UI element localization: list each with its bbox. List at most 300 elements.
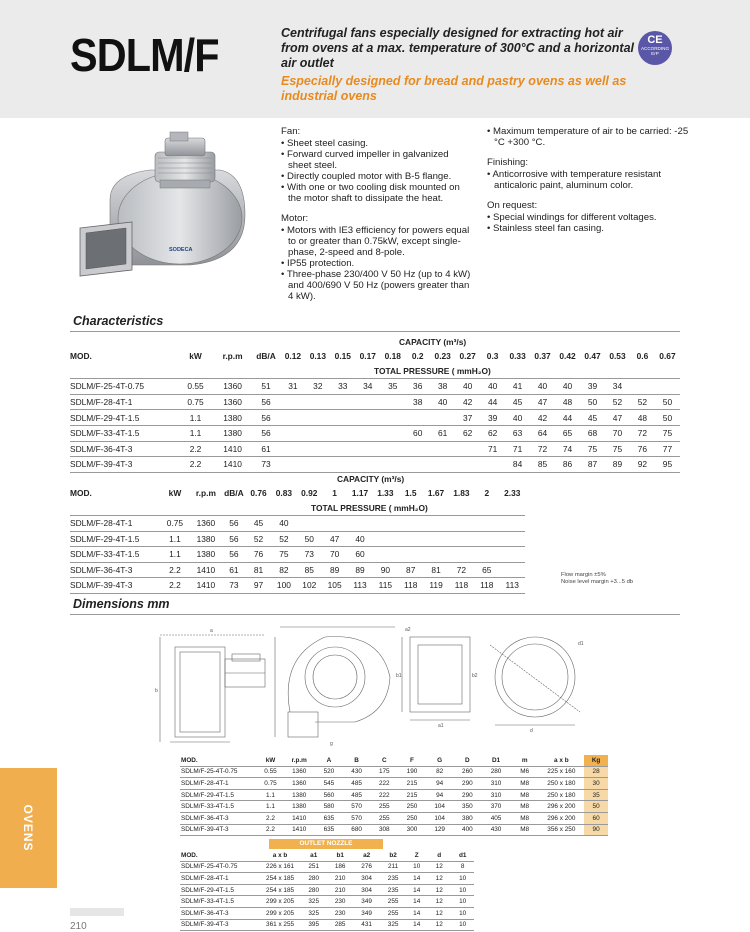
value-cell: 118 bbox=[398, 578, 423, 594]
value-cell bbox=[330, 394, 355, 410]
value-cell: 56 bbox=[252, 394, 281, 410]
value-cell: 1380 bbox=[190, 531, 222, 547]
value-cell: 560 bbox=[315, 789, 343, 801]
value-cell: 73 bbox=[252, 457, 281, 473]
value-cell: 40 bbox=[347, 531, 372, 547]
value-cell: 485 bbox=[343, 789, 371, 801]
value-cell: 70 bbox=[605, 425, 630, 441]
value-cell bbox=[373, 547, 398, 563]
model-cell: SDLM/F-28-4T-1 bbox=[70, 516, 160, 532]
value-cell: 1.1 bbox=[178, 410, 214, 426]
value-cell: 87 bbox=[580, 457, 605, 473]
characteristics-title: Characteristics bbox=[73, 314, 164, 328]
value-cell: 570 bbox=[343, 812, 371, 824]
value-cell: 10 bbox=[451, 907, 474, 919]
table-row bbox=[70, 425, 680, 441]
outlet-nozzle-table bbox=[180, 850, 474, 931]
value-cell: 251 bbox=[300, 861, 326, 873]
value-cell: 1.1 bbox=[160, 531, 190, 547]
value-cell: 52 bbox=[271, 531, 296, 547]
value-cell: 310 bbox=[481, 778, 511, 790]
dim-label-a1: a1 bbox=[438, 723, 444, 729]
table-row bbox=[70, 531, 525, 547]
model-cell: SDLM/F-33-4T-1.5 bbox=[180, 896, 260, 908]
value-cell: 255 bbox=[380, 896, 406, 908]
value-cell: 77 bbox=[655, 441, 680, 457]
value-cell: 254 x 185 bbox=[260, 873, 301, 885]
value-cell: 35 bbox=[584, 789, 608, 801]
column-header: F bbox=[398, 755, 426, 766]
value-cell: 62 bbox=[480, 425, 505, 441]
value-cell: 85 bbox=[297, 562, 322, 578]
model-cell: SDLM/F-36-4T-3 bbox=[180, 907, 260, 919]
value-cell: 40 bbox=[480, 379, 505, 395]
value-cell: 90 bbox=[584, 824, 608, 836]
value-cell bbox=[449, 516, 474, 532]
dim-label-d: d bbox=[530, 728, 533, 734]
value-cell: 75 bbox=[605, 441, 630, 457]
pressure-label-row bbox=[70, 501, 525, 516]
value-cell: 325 bbox=[300, 896, 326, 908]
value-cell: 1380 bbox=[283, 789, 315, 801]
value-cell: 31 bbox=[280, 379, 305, 395]
value-cell: 250 x 180 bbox=[539, 778, 585, 790]
value-cell: M6 bbox=[511, 766, 539, 778]
value-cell: 230 bbox=[327, 907, 353, 919]
value-cell: 296 x 200 bbox=[539, 801, 585, 813]
model-cell: SDLM/F-36-4T-3 bbox=[70, 562, 160, 578]
capacity-header: 0.83 bbox=[275, 488, 293, 499]
value-cell: 299 x 205 bbox=[260, 896, 301, 908]
side-view-drawing bbox=[160, 635, 265, 742]
value-cell bbox=[305, 394, 330, 410]
value-cell bbox=[380, 425, 405, 441]
value-cell: 350 bbox=[454, 801, 482, 813]
value-cell: M8 bbox=[511, 824, 539, 836]
model-cell: SDLM/F-29-4T-1.5 bbox=[180, 884, 260, 896]
value-cell: 89 bbox=[605, 457, 630, 473]
value-cell bbox=[499, 531, 525, 547]
capacity-header: 2 bbox=[484, 488, 490, 499]
dim-label-g: g bbox=[330, 741, 333, 747]
table-row bbox=[180, 907, 474, 919]
column-header: r.p.m bbox=[195, 488, 216, 499]
pressure-label-1: TOTAL PRESSURE ( mmH₂O) bbox=[374, 366, 491, 376]
value-cell: 34 bbox=[355, 379, 380, 395]
value-cell bbox=[398, 531, 423, 547]
value-cell: 280 bbox=[300, 873, 326, 885]
capacity-header: 0.33 bbox=[509, 351, 526, 362]
value-cell: 1380 bbox=[190, 547, 222, 563]
capacity-header: 0.12 bbox=[284, 351, 302, 362]
model-cell: SDLM/F-36-4T-3 bbox=[70, 441, 178, 457]
outlet-flange-drawing bbox=[402, 637, 470, 720]
value-cell: 14 bbox=[406, 884, 427, 896]
dimensions-table bbox=[180, 755, 608, 836]
dim-label-a: a bbox=[210, 628, 213, 634]
value-cell bbox=[655, 379, 680, 395]
value-cell bbox=[455, 457, 480, 473]
value-cell: 380 bbox=[454, 812, 482, 824]
ce-erp-badge bbox=[638, 31, 672, 65]
value-cell: 635 bbox=[315, 812, 343, 824]
characteristics-table-1 bbox=[70, 349, 680, 473]
value-cell: 1360 bbox=[283, 778, 315, 790]
value-cell bbox=[305, 410, 330, 426]
value-cell: 10 bbox=[451, 919, 474, 931]
dimension-drawings bbox=[150, 617, 590, 752]
value-cell: 47 bbox=[530, 394, 555, 410]
capacity-header: 0.27 bbox=[459, 351, 476, 362]
characteristics-table-2 bbox=[70, 486, 525, 594]
model-cell: SDLM/F-39-4T-3 bbox=[70, 578, 160, 594]
value-cell bbox=[355, 425, 380, 441]
value-cell: 10 bbox=[451, 896, 474, 908]
column-header: D1 bbox=[481, 755, 511, 766]
value-cell: 304 bbox=[353, 873, 379, 885]
value-cell: 33 bbox=[330, 379, 355, 395]
value-cell: 280 bbox=[300, 884, 326, 896]
value-cell bbox=[423, 547, 448, 563]
column-header: b2 bbox=[380, 850, 406, 861]
value-cell: 95 bbox=[655, 457, 680, 473]
capacity-header: 0.17 bbox=[359, 351, 376, 362]
value-cell: 290 bbox=[454, 789, 482, 801]
specs-right bbox=[487, 126, 692, 234]
value-cell: 210 bbox=[327, 873, 353, 885]
value-cell bbox=[398, 516, 423, 532]
value-cell bbox=[355, 410, 380, 426]
value-cell: 395 bbox=[300, 919, 326, 931]
value-cell: 56 bbox=[252, 410, 281, 426]
model-cell: SDLM/F-33-4T-1.5 bbox=[70, 547, 160, 563]
value-cell: 45 bbox=[580, 410, 605, 426]
capacity-header: 0.2 bbox=[411, 351, 424, 362]
value-cell bbox=[330, 425, 355, 441]
capacity-header: 1.5 bbox=[404, 488, 417, 499]
value-cell: 175 bbox=[370, 766, 398, 778]
front-view-drawing bbox=[275, 627, 395, 737]
capacity-header: 0.15 bbox=[334, 351, 351, 362]
model-cell: SDLM/F-29-4T-1.5 bbox=[180, 789, 258, 801]
value-cell: 48 bbox=[630, 410, 655, 426]
table-row bbox=[70, 441, 680, 457]
dimensions-title: Dimensions mm bbox=[73, 597, 170, 611]
value-cell: 89 bbox=[322, 562, 347, 578]
value-cell: 76 bbox=[246, 547, 271, 563]
value-cell: 72 bbox=[449, 562, 474, 578]
value-cell: 400 bbox=[454, 824, 482, 836]
value-cell: 40 bbox=[555, 379, 580, 395]
value-cell bbox=[405, 410, 430, 426]
value-cell: 74 bbox=[555, 441, 580, 457]
capacity-header: 0.23 bbox=[434, 351, 451, 362]
value-cell: 72 bbox=[630, 425, 655, 441]
value-cell: 85 bbox=[530, 457, 555, 473]
value-cell: 430 bbox=[343, 766, 371, 778]
value-cell: 285 bbox=[327, 919, 353, 931]
value-cell: 30 bbox=[584, 778, 608, 790]
value-cell: 62 bbox=[455, 425, 480, 441]
value-cell: 255 bbox=[370, 801, 398, 813]
value-cell bbox=[474, 531, 499, 547]
value-cell: 72 bbox=[530, 441, 555, 457]
value-cell bbox=[347, 516, 372, 532]
badge-line2: ErP bbox=[651, 51, 659, 56]
column-header: a x b bbox=[260, 850, 301, 861]
model-cell: SDLM/F-25-4T-0.75 bbox=[70, 379, 178, 395]
value-cell: 45 bbox=[246, 516, 271, 532]
value-cell: 41 bbox=[505, 379, 530, 395]
value-cell bbox=[305, 457, 330, 473]
column-header: Kg bbox=[584, 755, 608, 766]
value-cell bbox=[373, 516, 398, 532]
value-cell: 92 bbox=[630, 457, 655, 473]
value-cell: 39 bbox=[580, 379, 605, 395]
request-title: On request: bbox=[487, 200, 538, 211]
value-cell: 2.2 bbox=[178, 441, 214, 457]
capacity-header: 1.33 bbox=[377, 488, 394, 499]
capacity-header: 1.83 bbox=[453, 488, 470, 499]
value-cell: 2.2 bbox=[160, 578, 190, 594]
value-cell: M8 bbox=[511, 789, 539, 801]
value-cell: 186 bbox=[327, 861, 353, 873]
brand-label: SODECA bbox=[169, 247, 193, 253]
value-cell bbox=[305, 425, 330, 441]
value-cell: 10 bbox=[451, 873, 474, 885]
value-cell: 119 bbox=[423, 578, 448, 594]
value-cell: 211 bbox=[380, 861, 406, 873]
model-cell: SDLM/F-28-4T-1 bbox=[180, 778, 258, 790]
pressure-label-row bbox=[70, 364, 680, 379]
value-cell: 349 bbox=[353, 896, 379, 908]
capacity-header: 2.33 bbox=[504, 488, 521, 499]
value-cell: 38 bbox=[430, 379, 455, 395]
value-cell: 40 bbox=[271, 516, 296, 532]
column-header: a1 bbox=[300, 850, 326, 861]
value-cell: 61 bbox=[252, 441, 281, 457]
dim-label-d1: d1 bbox=[578, 641, 584, 647]
value-cell bbox=[405, 441, 430, 457]
column-header: r.p.m bbox=[222, 351, 243, 362]
value-cell bbox=[474, 516, 499, 532]
value-cell: 50 bbox=[580, 394, 605, 410]
value-cell: 34 bbox=[605, 379, 630, 395]
value-cell bbox=[355, 457, 380, 473]
capacity-header: 1.67 bbox=[427, 488, 445, 499]
value-cell: 635 bbox=[315, 824, 343, 836]
table-row bbox=[70, 410, 680, 426]
value-cell: 113 bbox=[499, 578, 525, 594]
value-cell: 210 bbox=[327, 884, 353, 896]
value-cell: 118 bbox=[474, 578, 499, 594]
value-cell: 222 bbox=[370, 789, 398, 801]
model-cell: SDLM/F-25-4T-0.75 bbox=[180, 861, 260, 873]
value-cell: 250 bbox=[398, 812, 426, 824]
value-cell bbox=[380, 457, 405, 473]
table-row bbox=[70, 457, 680, 473]
value-cell: M8 bbox=[511, 812, 539, 824]
value-cell: 104 bbox=[426, 812, 454, 824]
value-cell: 102 bbox=[297, 578, 322, 594]
value-cell: 296 x 200 bbox=[539, 812, 585, 824]
value-cell: 1360 bbox=[213, 379, 251, 395]
value-cell: 1360 bbox=[283, 766, 315, 778]
fan-item: • With one or two cooling disk mounted on the motor shaft to dissipate the heat. bbox=[281, 182, 460, 204]
dim-label-b1: b1 bbox=[396, 673, 402, 679]
model-cell: SDLM/F-39-4T-3 bbox=[180, 919, 260, 931]
column-header: d1 bbox=[451, 850, 474, 861]
value-cell: 81 bbox=[246, 562, 271, 578]
capacity-header: 1 bbox=[332, 488, 337, 499]
value-cell: 84 bbox=[505, 457, 530, 473]
value-cell bbox=[430, 410, 455, 426]
value-cell: 308 bbox=[370, 824, 398, 836]
temp-item: • Maximum temperature of air to be carried: -25 °C +300 °C. bbox=[487, 126, 689, 148]
value-cell: 37 bbox=[455, 410, 480, 426]
value-cell: 40 bbox=[505, 410, 530, 426]
value-cell: 0.55 bbox=[178, 379, 214, 395]
value-cell: 65 bbox=[474, 562, 499, 578]
value-cell: 129 bbox=[426, 824, 454, 836]
table-row bbox=[180, 801, 608, 813]
motor-title: Motor: bbox=[281, 213, 309, 224]
table-row bbox=[70, 578, 525, 594]
value-cell: 2.2 bbox=[160, 562, 190, 578]
column-header: G bbox=[426, 755, 454, 766]
value-cell: 50 bbox=[584, 801, 608, 813]
table-row bbox=[70, 562, 525, 578]
value-cell bbox=[280, 441, 305, 457]
value-cell: 520 bbox=[315, 766, 343, 778]
table-row bbox=[180, 896, 474, 908]
section-divider bbox=[70, 614, 680, 615]
motor-item: • IP55 protection. bbox=[281, 258, 355, 269]
capacity-label-1: CAPACITY (m³/s) bbox=[399, 337, 467, 347]
column-header: m bbox=[511, 755, 539, 766]
column-header: D bbox=[454, 755, 482, 766]
value-cell: 12 bbox=[427, 861, 451, 873]
model-cell: SDLM/F-33-4T-1.5 bbox=[180, 801, 258, 813]
value-cell: 1.1 bbox=[258, 789, 284, 801]
value-cell: 73 bbox=[297, 547, 322, 563]
value-cell: 47 bbox=[322, 531, 347, 547]
dim-label-b2: b2 bbox=[472, 673, 478, 679]
column-header: kW bbox=[189, 351, 202, 362]
fan-product-image bbox=[70, 130, 270, 280]
value-cell: 1380 bbox=[213, 425, 251, 441]
capacity-header: 0.76 bbox=[250, 488, 267, 499]
model-cell: SDLM/F-39-4T-3 bbox=[180, 824, 258, 836]
column-header: dB/A bbox=[256, 351, 276, 362]
value-cell: 61 bbox=[222, 562, 246, 578]
value-cell: 60 bbox=[405, 425, 430, 441]
column-header: dB/A bbox=[224, 488, 244, 499]
value-cell: 64 bbox=[530, 425, 555, 441]
column-header: d bbox=[427, 850, 451, 861]
value-cell: 32 bbox=[305, 379, 330, 395]
value-cell: 81 bbox=[423, 562, 448, 578]
table-row bbox=[70, 379, 680, 395]
value-cell bbox=[373, 531, 398, 547]
value-cell: 299 x 205 bbox=[260, 907, 301, 919]
value-cell: 325 bbox=[300, 907, 326, 919]
value-cell: 1410 bbox=[283, 812, 315, 824]
value-cell: 56 bbox=[222, 547, 246, 563]
specs-left bbox=[281, 126, 473, 302]
value-cell: 304 bbox=[353, 884, 379, 896]
value-cell: 51 bbox=[252, 379, 281, 395]
value-cell: 28 bbox=[584, 766, 608, 778]
capacity-header: 0.6 bbox=[636, 351, 649, 362]
fan-item: • Forward curved impeller in galvanized sheet steel. bbox=[281, 149, 449, 171]
value-cell bbox=[430, 441, 455, 457]
outlet-nozzle-label: OUTLET NOZZLE bbox=[269, 839, 383, 849]
value-cell: 75 bbox=[655, 425, 680, 441]
margin-note bbox=[561, 572, 633, 586]
value-cell: 87 bbox=[398, 562, 423, 578]
column-header: B bbox=[343, 755, 371, 766]
badge-line1: ACCORDING bbox=[640, 46, 670, 51]
table-header-row bbox=[70, 349, 680, 364]
request-item: • Stainless steel fan casing. bbox=[487, 223, 604, 234]
value-cell: 48 bbox=[555, 394, 580, 410]
table-row bbox=[180, 789, 608, 801]
value-cell bbox=[455, 441, 480, 457]
value-cell: 1360 bbox=[213, 394, 251, 410]
capacity-header: 0.37 bbox=[534, 351, 551, 362]
value-cell: 12 bbox=[427, 907, 451, 919]
capacity-header: 0.53 bbox=[609, 351, 626, 362]
value-cell bbox=[423, 531, 448, 547]
value-cell: 430 bbox=[481, 824, 511, 836]
value-cell: 44 bbox=[480, 394, 505, 410]
value-cell: 255 bbox=[380, 907, 406, 919]
value-cell: 280 bbox=[481, 766, 511, 778]
value-cell: 1410 bbox=[213, 441, 251, 457]
fan-item: • Directly coupled motor with B-5 flange. bbox=[281, 171, 452, 182]
finishing-item: • Anticorrosive with temperature resistant anticaloric paint, aluminum color. bbox=[487, 169, 661, 191]
value-cell: 75 bbox=[580, 441, 605, 457]
value-cell bbox=[474, 547, 499, 563]
inlet-flange-drawing bbox=[490, 637, 580, 725]
table-header-row bbox=[180, 755, 608, 766]
value-cell: 63 bbox=[505, 425, 530, 441]
table-row bbox=[180, 824, 608, 836]
value-cell bbox=[499, 547, 525, 563]
product-subtitle: Especially designed for bread and pastry ovens as well as industrial ovens bbox=[281, 74, 627, 103]
table-row bbox=[180, 919, 474, 931]
column-header: MOD. bbox=[180, 755, 258, 766]
value-cell bbox=[449, 547, 474, 563]
capacity-header: 0.3 bbox=[486, 351, 499, 362]
value-cell: 14 bbox=[406, 919, 427, 931]
value-cell bbox=[380, 441, 405, 457]
value-cell: 14 bbox=[406, 907, 427, 919]
value-cell: 36 bbox=[405, 379, 430, 395]
table-row bbox=[180, 873, 474, 885]
value-cell bbox=[499, 562, 525, 578]
value-cell bbox=[355, 441, 380, 457]
value-cell: 35 bbox=[380, 379, 405, 395]
ce-mark: CE bbox=[647, 34, 663, 46]
value-cell: 65 bbox=[555, 425, 580, 441]
value-cell bbox=[322, 516, 347, 532]
value-cell: 485 bbox=[343, 778, 371, 790]
value-cell bbox=[280, 394, 305, 410]
value-cell bbox=[330, 441, 355, 457]
value-cell bbox=[330, 410, 355, 426]
